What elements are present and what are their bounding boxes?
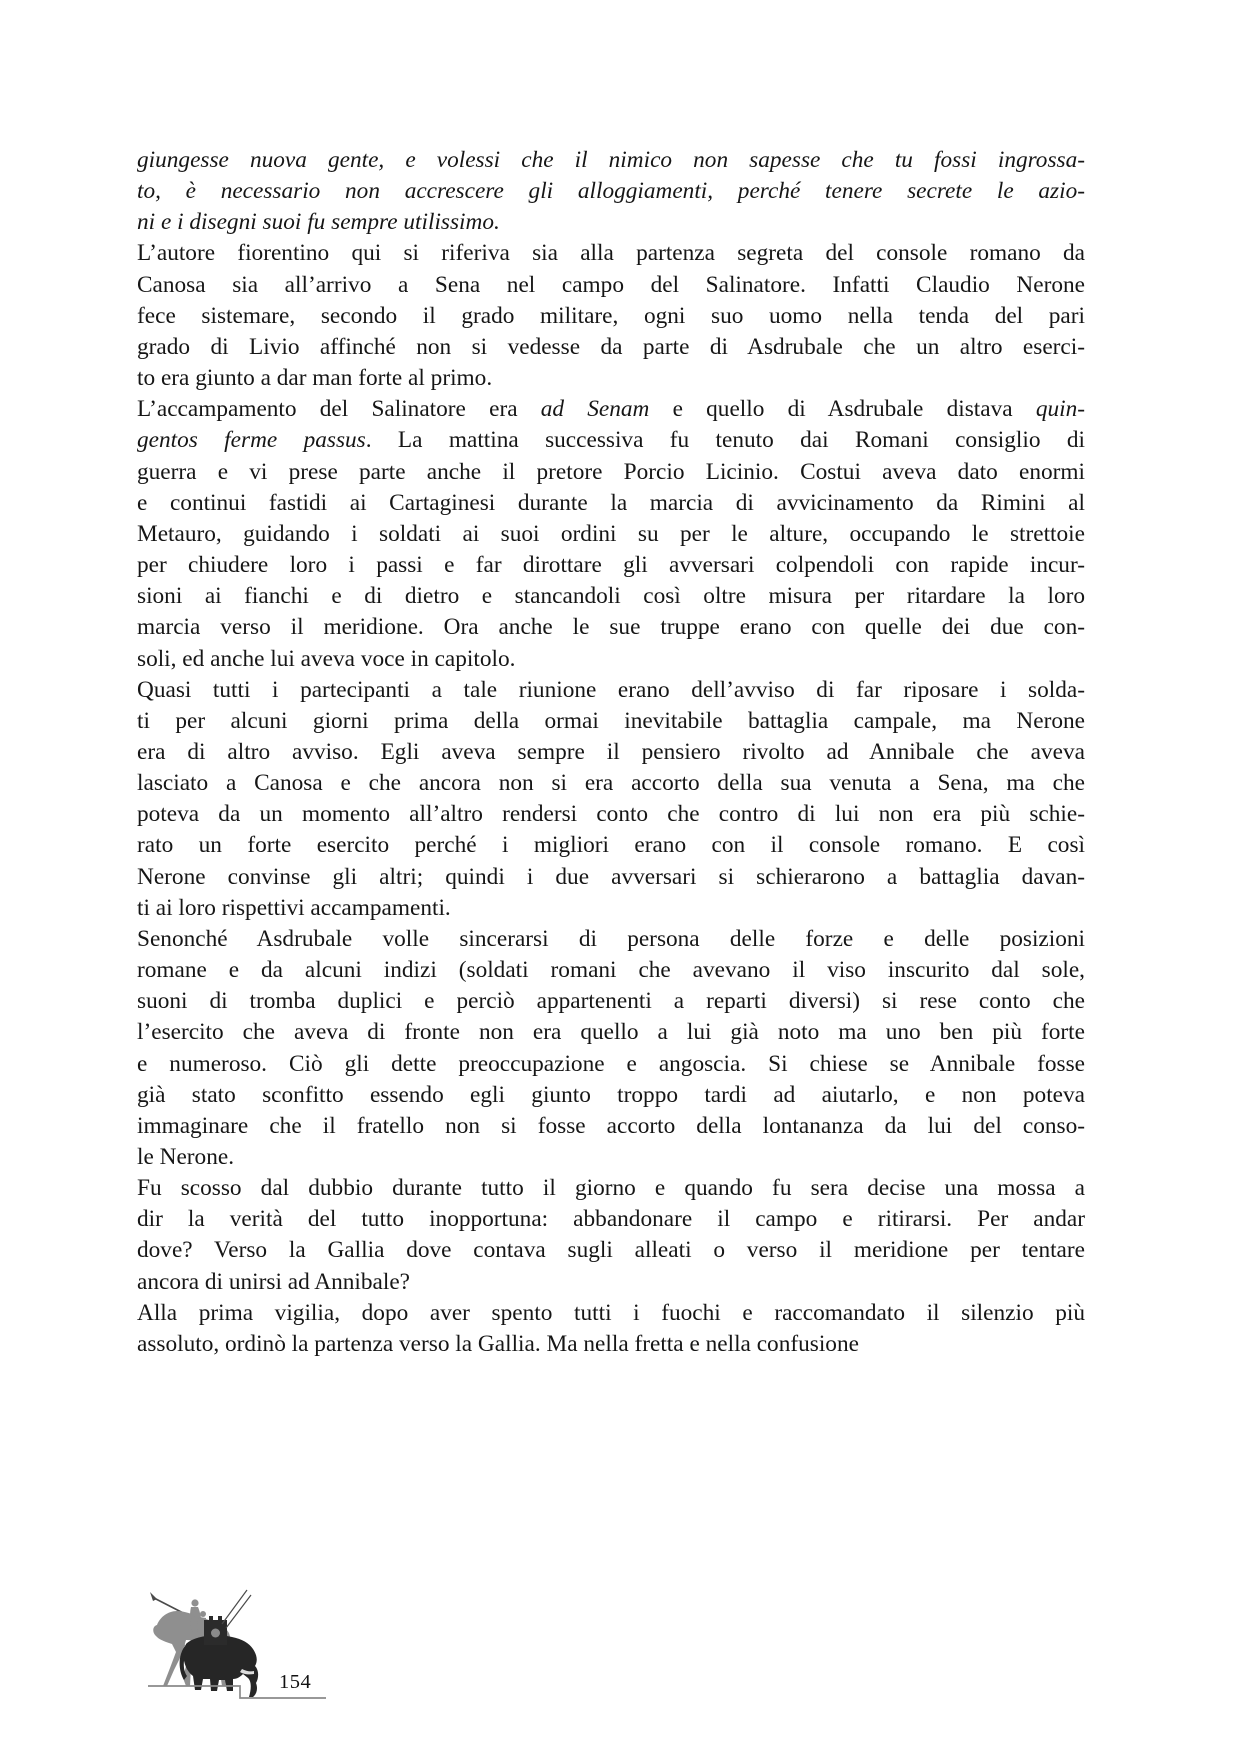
text-line xyxy=(137,1049,1085,1080)
text-line xyxy=(137,924,1085,955)
text-segment: ti ai loro rispettivi accampamenti. xyxy=(137,894,451,921)
text-line xyxy=(137,1204,1085,1235)
text-segment: era di altro avviso. Egli aveva sempre il pensiero rivolto ad Annibale che aveva xyxy=(137,738,1085,765)
text-segment: l’esercito che aveva di fronte non era quello a lui già noto ma uno ben più forte xyxy=(137,1019,1085,1046)
text-segment: Nerone convinse gli altri; quindi i due avversari si schierarono a battaglia davan- xyxy=(137,863,1085,890)
text-line xyxy=(137,301,1085,332)
text-line xyxy=(137,1173,1085,1204)
body-text xyxy=(137,145,1085,1360)
text-segment: ancora di unirsi ad Annibale? xyxy=(137,1268,410,1295)
text-line xyxy=(137,768,1085,799)
text-segment: ti per alcuni giorni prima della ormai inevitabile battaglia campale, ma Nerone xyxy=(137,707,1085,734)
text-segment: e numeroso. Ciò gli dette preoccupazione e angoscia. Si chiese se Annibale fosse xyxy=(137,1050,1085,1077)
text-segment: Alla prima vigilia, dopo aver spento tutti i fuochi e raccomandato il silenzio più xyxy=(137,1299,1085,1326)
text-line xyxy=(137,332,1085,363)
page-number: 154 xyxy=(279,1671,312,1693)
text-segment: Metauro, guidando i soldati ai suoi ordini su per le alture, occupando le strettoie xyxy=(137,520,1085,547)
text-segment: le Nerone. xyxy=(137,1144,235,1170)
text-segment: Quasi tutti i partecipanti a tale riunione erano dell’avviso di far riposare i solda- xyxy=(137,676,1085,703)
text-segment: Canosa sia all’arrivo a Sena nel campo del Salinatore. Infatti Claudio Nerone xyxy=(137,271,1085,298)
text-line xyxy=(137,706,1085,737)
text-line xyxy=(137,207,1085,238)
text-segment: fece sistemare, secondo il grado militare, ogni suo uomo nella tenda del pari xyxy=(137,302,1085,329)
text-segment: immaginare che il fratello non si fosse accorto della lontananza da lui del conso- xyxy=(137,1112,1085,1139)
text-segment: soli, ed anche lui aveva voce in capitolo. xyxy=(137,645,516,672)
text-line xyxy=(137,986,1085,1017)
text-line xyxy=(137,425,1085,456)
text-line xyxy=(137,238,1085,269)
text-line xyxy=(137,1298,1085,1329)
text-segment: to era giunto a dar man forte al primo. xyxy=(137,365,493,392)
text-line xyxy=(137,581,1085,612)
text-segment: grado di Livio affinché non si vedesse da parte di Asdrubale che un altro eserci- xyxy=(137,333,1085,360)
italic-text-segment: giungesse nuova gente, e volessi che il nimico non sapesse che tu fossi ingrossa- xyxy=(137,147,1085,173)
text-segment: . La mattina successiva fu tenuto dai Romani consiglio di xyxy=(365,427,1085,454)
text-segment: guerra e vi prese parte anche il pretore Porcio Licinio. Costui aveva dato enormi xyxy=(137,458,1085,485)
text-segment: già stato sconfitto essendo egli giunto troppo tardi ad aiutarlo, e non poteva xyxy=(137,1081,1085,1108)
text-segment: L’autore fiorentino qui si riferiva sia alla partenza segreta del console romano da xyxy=(137,240,1085,267)
text-line xyxy=(137,830,1085,861)
text-segment: per chiudere loro i passi e far dirottare gli avversari colpendoli con rapide incur- xyxy=(137,552,1085,579)
text-line xyxy=(137,1080,1085,1111)
text-segment: Senonché Asdrubale volle sincerarsi di persona delle forze e delle posizioni xyxy=(137,925,1085,952)
text-line xyxy=(137,457,1085,488)
text-line xyxy=(137,644,1085,675)
text-line xyxy=(137,363,1085,394)
text-line xyxy=(137,1111,1085,1142)
text-segment: lasciato a Canosa e che ancora non si era accorto della sua venuta a Sena, ma che xyxy=(137,770,1085,797)
text-line xyxy=(137,955,1085,986)
mahout-head xyxy=(200,1611,206,1617)
text-segment: e continui fastidi ai Cartaginesi durante la marcia di avvicinamento da Rimini al xyxy=(137,489,1085,516)
text-line xyxy=(137,550,1085,581)
text-line xyxy=(137,145,1085,176)
howdah-emblem xyxy=(211,1629,220,1638)
text-line xyxy=(137,270,1085,301)
text-line xyxy=(137,488,1085,519)
text-line xyxy=(137,1142,1085,1173)
text-line xyxy=(137,1329,1085,1360)
text-segment: marcia verso il meridione. Ora anche le sue truppe erano con quelle dei due con- xyxy=(137,614,1085,641)
text-segment: suoni di tromba duplici e perciò appartenenti a reparti diversi) si rese conto che xyxy=(137,988,1085,1015)
text-segment: dove? Verso la Gallia dove contava sugli alleati o verso il meridione per tentare xyxy=(137,1237,1085,1264)
italic-text-segment: gentos ferme passus xyxy=(137,427,366,454)
text-line xyxy=(137,612,1085,643)
text-segment: poteva da un momento all’altro rendersi conto che contro di lui non era più schie- xyxy=(137,801,1085,828)
text-line xyxy=(137,737,1085,768)
text-segment: sioni ai fianchi e di dietro e stancandoli così oltre misura per ritardare la loro xyxy=(137,583,1085,610)
italic-text-segment: ad Senam xyxy=(540,396,650,423)
text-line xyxy=(137,675,1085,706)
text-segment: rato un forte esercito perché i migliori erano con il console romano. E così xyxy=(137,832,1085,859)
text-segment: L’accampamento del Salinatore era xyxy=(137,396,541,423)
text-line xyxy=(137,893,1085,924)
text-line xyxy=(137,799,1085,830)
text-segment: e quello di Asdrubale distava xyxy=(649,396,1036,423)
text-line xyxy=(137,1017,1085,1048)
rider-head xyxy=(191,1599,198,1606)
text-line xyxy=(137,519,1085,550)
text-segment: romane e da alcuni indizi (soldati romani che avevano il viso inscurito dal sole, xyxy=(137,957,1085,984)
text-line xyxy=(137,176,1085,207)
text-segment: Fu scosso dal dubbio durante tutto il giorno e quando fu sera decise una mossa a xyxy=(137,1175,1085,1202)
text-segment: dir la verità del tutto inopportuna: abbandonare il campo e ritirarsi. Per andar xyxy=(137,1206,1085,1233)
text-segment: assoluto, ordinò la partenza verso la Gallia. Ma nella fretta e nella confusione xyxy=(137,1330,859,1357)
italic-text-segment: to, è necessario non accrescere gli alloggiamenti, perché tenere secrete le azio- xyxy=(137,178,1085,205)
italic-text-segment: quin- xyxy=(1035,396,1086,423)
text-line xyxy=(137,1235,1085,1266)
text-line xyxy=(137,394,1085,425)
text-line xyxy=(137,862,1085,893)
text-line xyxy=(137,1267,1085,1298)
italic-text-segment: ni e i disegni suoi fu sempre utilissimo. xyxy=(137,209,500,236)
